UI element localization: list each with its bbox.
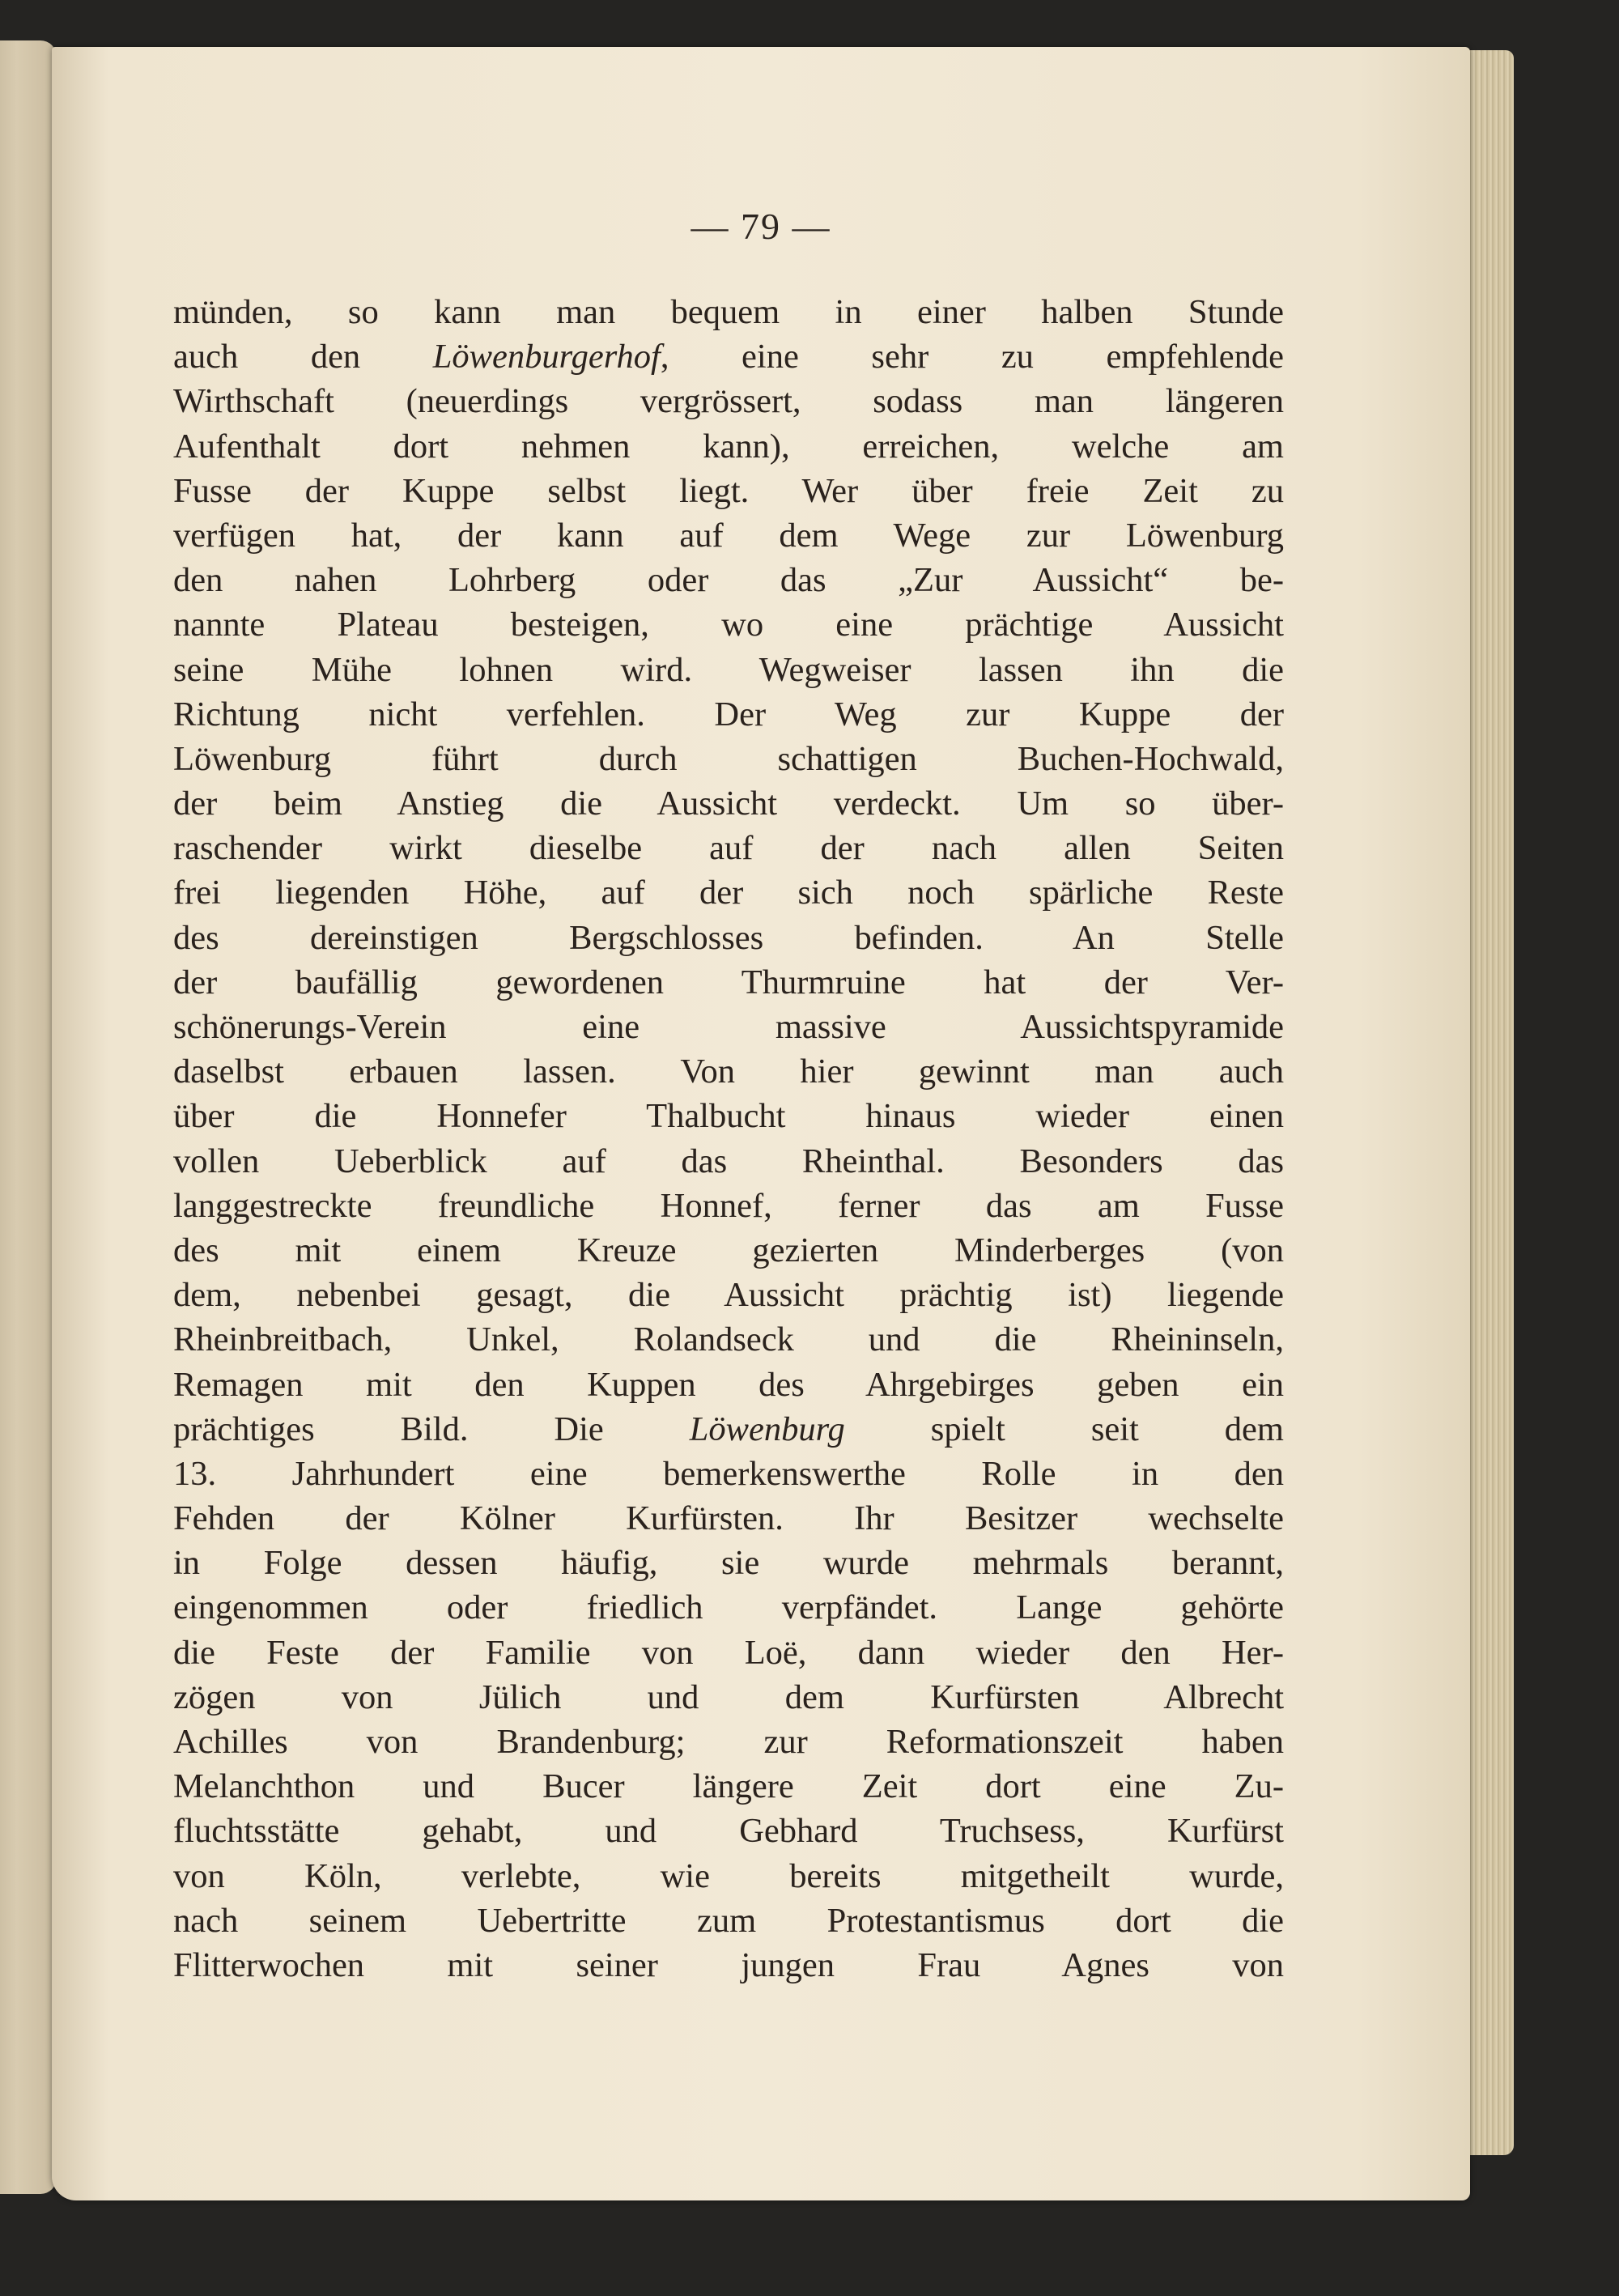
text-segment: Flitterwochen mit seiner jungen Frau Agnes von (173, 1945, 1284, 1984)
text-segment: prächtiges Bild. Die (173, 1409, 690, 1448)
text-line (173, 1452, 1284, 1496)
text-line (173, 1675, 1284, 1720)
text-segment: die Feste der Familie von Loë, dann wieder den Her- (173, 1633, 1284, 1672)
text-segment: daselbst erbauen lassen. Von hier gewinnt man auch (173, 1052, 1284, 1091)
text-line (173, 1139, 1284, 1184)
text-line (173, 1094, 1284, 1138)
text-segment: nannte Plateau besteigen, wo eine prächtige Aussicht (173, 606, 1284, 644)
text-line (173, 960, 1284, 1005)
page-number: — 79 — (691, 206, 831, 247)
text-segment: raschender wirkt dieselbe auf der nach allen Seiten (173, 829, 1284, 868)
text-line (173, 334, 1284, 379)
text-line (173, 1273, 1284, 1317)
text-line (173, 737, 1284, 781)
text-segment: den nahen Lohrberg oder das „Zur Aussicht“ be- (173, 561, 1284, 600)
text-line (173, 1317, 1284, 1362)
text-line (173, 1585, 1284, 1630)
text-segment: 13. Jahrhundert eine bemerkenswerthe Rolle in den (173, 1454, 1284, 1493)
text-segment: langgestreckte freundliche Honnef, ferner das am Fusse (173, 1186, 1284, 1225)
text-line (173, 1005, 1284, 1049)
text-segment: von Köln, verlebte, wie bereits mitgetheilt wurde, (173, 1856, 1284, 1895)
text-segment: verfügen hat, der kann auf dem Wege zur Löwenburg (173, 516, 1284, 555)
text-line (173, 1854, 1284, 1898)
text-segment: Richtung nicht verfehlen. Der Weg zur Kuppe der (173, 695, 1284, 733)
previous-page-edge (0, 40, 57, 2194)
italic-place-name: Löwenburg (689, 1409, 845, 1448)
text-line (173, 648, 1284, 692)
text-segment: dem, nebenbei gesagt, die Aussicht prächtig ist) liegende (173, 1276, 1284, 1315)
text-segment: Wirthschaft (neuerdings vergrössert, sodass man längeren (173, 382, 1284, 421)
text-segment: Löwenburg führt durch schattigen Buchen-Hochwald, (173, 739, 1284, 778)
text-segment: Achilles von Brandenburg; zur Reformationszeit haben (173, 1723, 1284, 1761)
text-line (173, 1631, 1284, 1675)
text-segment: münden, so kann man bequem in einer halben Stunde (173, 293, 1284, 331)
text-line (173, 781, 1284, 826)
text-line (173, 379, 1284, 423)
text-line (173, 1184, 1284, 1228)
text-segment: Rheinbreitbach, Unkel, Rolandseck und die Rheininseln, (173, 1320, 1284, 1359)
text-line (173, 1363, 1284, 1407)
text-segment: spielt seit dem (844, 1409, 1284, 1448)
text-line (173, 1228, 1284, 1273)
book-page (52, 47, 1470, 2200)
text-line (173, 1764, 1284, 1809)
text-line (173, 1407, 1284, 1452)
text-line (173, 1496, 1284, 1541)
text-segment: zögen von Jülich und dem Kurfürsten Albrecht (173, 1677, 1284, 1716)
text-line (173, 513, 1284, 558)
text-segment: Fehden der Kölner Kurfürsten. Ihr Besitzer wechselte (173, 1499, 1284, 1538)
text-line (173, 290, 1284, 334)
text-line (173, 1541, 1284, 1585)
italic-place-name: Löwenburgerhof (432, 338, 661, 376)
text-line (173, 1898, 1284, 1943)
text-line (173, 424, 1284, 469)
text-segment: nach seinem Uebertritte zum Protestantismus dort die (173, 1901, 1284, 1940)
text-segment: des mit einem Kreuze gezierten Minderberges (von (173, 1231, 1284, 1269)
text-segment: in Folge dessen häufig, sie wurde mehrmals berannt, (173, 1544, 1284, 1583)
text-segment: der baufällig gewordenen Thurmruine hat der Ver- (173, 963, 1284, 1001)
text-segment: Remagen mit den Kuppen des Ahrgebirges geben ein (173, 1365, 1284, 1404)
text-segment: fluchtsstätte gehabt, und Gebhard Truchsess, Kurfürst (173, 1812, 1284, 1851)
text-segment: seine Mühe lohnen wird. Wegweiser lassen ihn die (173, 650, 1284, 689)
text-line (173, 916, 1284, 960)
text-line (173, 1720, 1284, 1764)
text-segment: der beim Anstieg die Aussicht verdeckt. Um so über- (173, 784, 1284, 823)
text-line (173, 692, 1284, 737)
text-line (173, 1943, 1284, 1988)
text-line (173, 558, 1284, 602)
text-line (173, 1809, 1284, 1853)
text-line (173, 469, 1284, 513)
text-segment: , eine sehr zu empfehlende (660, 338, 1284, 376)
text-segment: des dereinstigen Bergschlosses befinden. An Stelle (173, 918, 1284, 957)
text-line (173, 1049, 1284, 1094)
body-text (173, 290, 1284, 1988)
text-segment: Aufenthalt dort nehmen kann), erreichen, welche am (173, 427, 1284, 466)
text-segment: Melanchthon und Bucer längere Zeit dort eine Zu- (173, 1767, 1284, 1806)
text-segment: Fusse der Kuppe selbst liegt. Wer über freie Zeit zu (173, 471, 1284, 510)
text-segment: schönerungs-Verein eine massive Aussichtspyramide (173, 1008, 1284, 1046)
text-segment: frei liegenden Höhe, auf der sich noch spärliche Reste (173, 874, 1284, 912)
text-segment: auch den (173, 338, 433, 376)
text-segment: eingenommen oder friedlich verpfändet. Lange gehörte (173, 1588, 1284, 1627)
text-line (173, 826, 1284, 870)
text-segment: über die Honnefer Thalbucht hinaus wieder einen (173, 1097, 1284, 1136)
text-segment: vollen Ueberblick auf das Rheinthal. Besonders das (173, 1142, 1284, 1180)
text-line (173, 602, 1284, 647)
text-line (173, 870, 1284, 915)
